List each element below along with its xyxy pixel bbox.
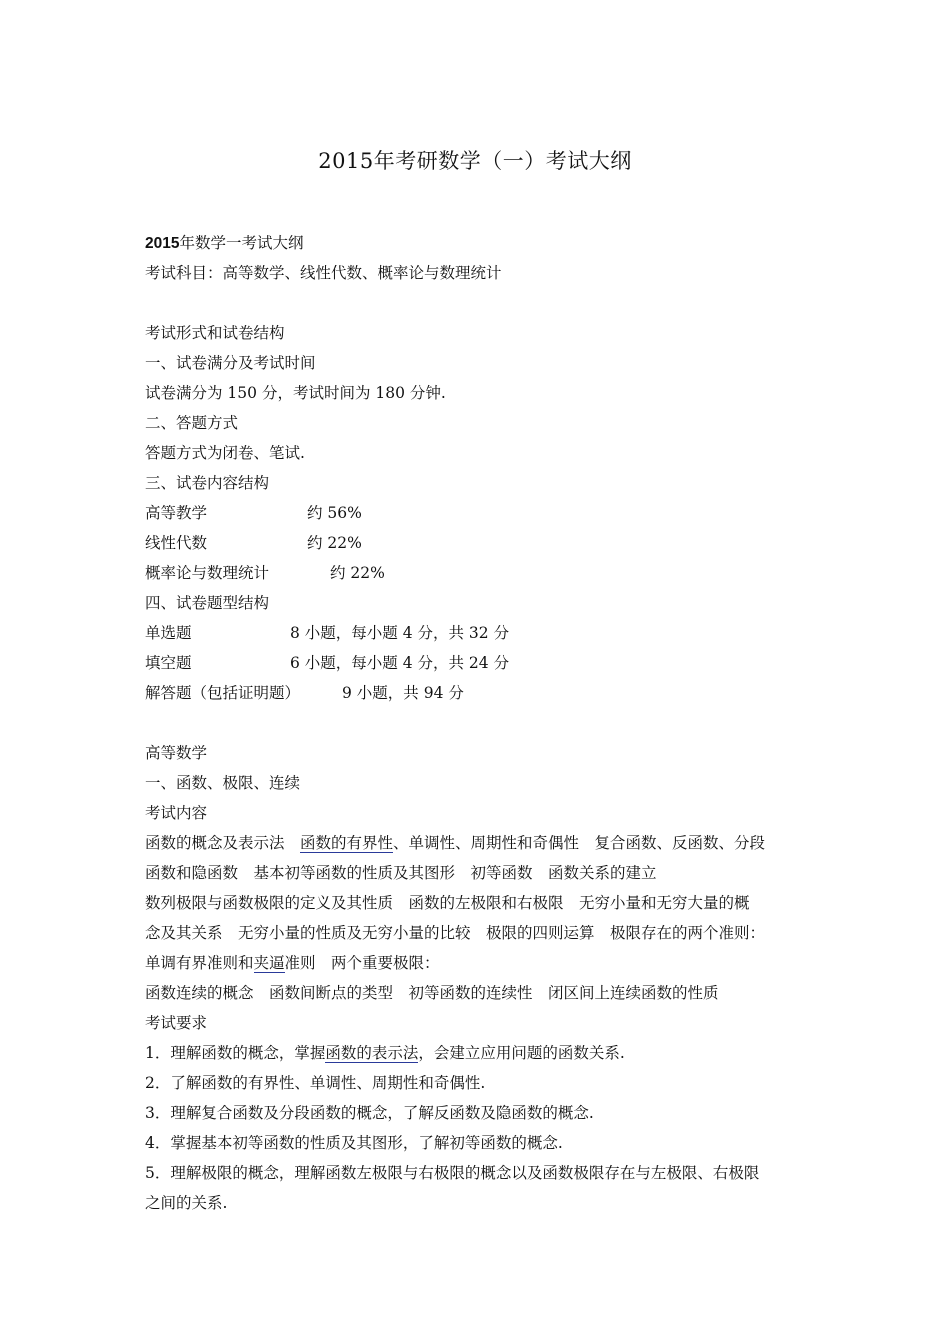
- document-body: [145, 228, 825, 1218]
- section-1-text: 试卷满分为 150 分，考试时间为 180 分钟.: [145, 384, 446, 402]
- text-run: 准则 两个重要极限：: [284, 954, 440, 972]
- content-subject: 高等教学: [145, 504, 208, 522]
- content-row: [145, 558, 825, 588]
- requirement-item: 5．理解极限的概念，理解函数左极限与右极限的概念以及函数极限存在与左极限、右极限: [145, 1164, 760, 1182]
- exam-subjects: 考试科目：高等数学、线性代数、概率论与数理统计: [145, 264, 502, 282]
- requirement-item: 4．掌握基本初等函数的性质及其图形，了解初等函数的概念.: [145, 1134, 563, 1152]
- type-row: [145, 618, 825, 648]
- text-run: 、单调性、周期性和奇偶性 复合函数、反函数、分段: [393, 834, 766, 852]
- content-paragraph: [145, 948, 825, 978]
- squeeze-link[interactable]: 夹逼: [253, 954, 285, 972]
- requirements-heading: 考试要求: [145, 1014, 208, 1032]
- question-type: 解答题（包括证明题）: [145, 684, 301, 702]
- question-type: 填空题: [145, 654, 192, 672]
- text-run: 单调有界准则和: [145, 954, 254, 972]
- math-heading: 高等数学: [145, 744, 208, 762]
- content-heading: 考试内容: [145, 804, 208, 822]
- chapter-heading: 一、函数、极限、连续: [145, 774, 301, 792]
- content-percent: 约 22%: [307, 534, 362, 552]
- text-run: 1．理解函数的概念，掌握: [145, 1044, 326, 1062]
- requirement-item: 3．理解复合函数及分段函数的概念，了解反函数及隐函数的概念.: [145, 1104, 594, 1122]
- type-row: [145, 678, 825, 708]
- page-title: 2015年考研数学（一）考试大纲: [318, 149, 632, 173]
- content-subject: 线性代数: [145, 534, 208, 552]
- text-run: ，会建立应用问题的函数关系.: [418, 1044, 625, 1062]
- syllabus-heading: [145, 228, 825, 258]
- exam-form-heading: 考试形式和试卷结构: [145, 324, 285, 342]
- section-4-heading: 四、试卷题型结构: [145, 594, 270, 612]
- question-desc: 9 小题，共 94 分: [342, 684, 464, 702]
- content-percent: 约 22%: [330, 564, 385, 582]
- requirement-item: 2．了解函数的有界性、单调性、周期性和奇偶性.: [145, 1074, 486, 1092]
- requirement-item: [145, 1038, 825, 1068]
- content-subject: 概率论与数理统计: [145, 564, 270, 582]
- requirement-item: 之间的关系.: [145, 1194, 228, 1212]
- section-3-heading: 三、试卷内容结构: [145, 474, 270, 492]
- content-paragraph: 函数连续的概念 函数间断点的类型 初等函数的连续性 闭区间上连续函数的性质: [145, 984, 719, 1002]
- question-desc: 6 小题，每小题 4 分，共 24 分: [290, 654, 510, 672]
- representation-link[interactable]: 函数的表示法: [325, 1044, 419, 1062]
- question-type: 单选题: [145, 624, 192, 642]
- question-desc: 8 小题，每小题 4 分，共 32 分: [290, 624, 510, 642]
- boundedness-link[interactable]: 函数的有界性: [300, 834, 394, 852]
- content-row: [145, 528, 825, 558]
- section-1-heading: 一、试卷满分及考试时间: [145, 354, 316, 372]
- content-paragraph: 念及其关系 无穷小量的性质及无穷小量的比较 极限的四则运算 极限存在的两个准则：: [145, 924, 766, 942]
- section-2-text: 答题方式为闭卷、笔试.: [145, 444, 305, 462]
- content-paragraph: 函数和隐函数 基本初等函数的性质及其图形 初等函数 函数关系的建立: [145, 864, 657, 882]
- content-paragraph: 数列极限与函数极限的定义及其性质 函数的左极限和右极限 无穷小量和无穷大量的概: [145, 894, 750, 912]
- section-2-heading: 二、答题方式: [145, 414, 239, 432]
- heading-year: 2015: [145, 235, 180, 252]
- text-run: 函数的概念及表示法: [145, 834, 301, 852]
- content-percent: 约 56%: [307, 504, 362, 522]
- heading-rest: 年数学一考试大纲: [179, 234, 304, 252]
- content-paragraph: [145, 828, 825, 858]
- type-row: [145, 648, 825, 678]
- content-row: [145, 498, 825, 528]
